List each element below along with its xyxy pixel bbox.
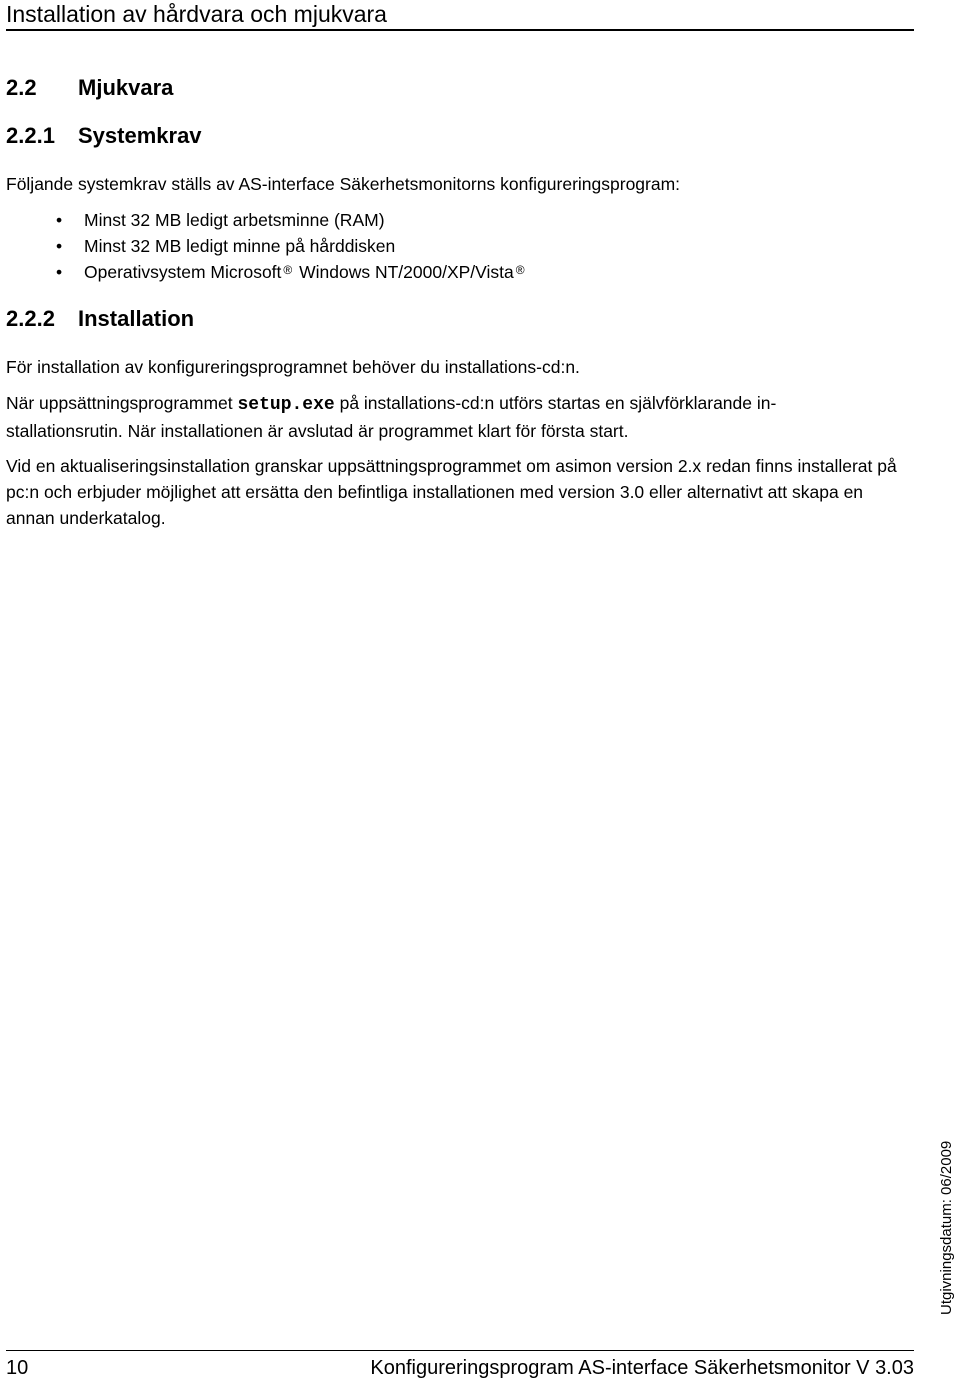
para2-text-line2: stallationsrutin. När installationen är avslutad är programmet klart för första start. xyxy=(6,421,629,441)
systemkrav-intro: Följande systemkrav ställs av AS-interface Säkerhetsmonitorns konfigureringsprogram: xyxy=(6,174,681,194)
issue-date-label: Utgivningsdatum: 06/2009 xyxy=(938,1140,955,1315)
section-title: Systemkrav xyxy=(78,123,202,148)
installation-paragraph-2 xyxy=(6,390,916,444)
section-number: 2.2.1 xyxy=(6,123,55,148)
para2-text-before: När uppsättningsprogrammet xyxy=(6,393,238,413)
registered-mark: ® xyxy=(515,263,525,277)
para2-text-after: på installations-cd:n utförs startas en självförklarande in- xyxy=(334,393,777,413)
section-title: Mjukvara xyxy=(78,75,174,100)
section-number: 2.2.2 xyxy=(6,306,55,331)
section-title: Installation xyxy=(78,306,195,331)
section-heading-systemkrav xyxy=(6,123,202,149)
requirements-list xyxy=(56,207,527,285)
setup-command: setup.exe xyxy=(237,395,335,415)
section-heading-mjukvara xyxy=(6,75,173,101)
footer-document-title: Konfigureringsprogram AS-interface Säkerhetsmonitor V 3.03 xyxy=(370,1357,914,1379)
os-suffix: Windows NT/2000/XP/Vista xyxy=(294,262,514,282)
list-item: • Minst 32 MB ledigt arbetsminne (RAM) xyxy=(56,207,527,233)
page-number: 10 xyxy=(6,1357,29,1379)
section-heading-installation xyxy=(6,306,194,332)
section-number: 2.2 xyxy=(6,75,37,100)
os-prefix: Operativsystem Microsoft xyxy=(84,262,282,282)
page-header-title: Installation av hårdvara och mjukvara xyxy=(6,1,387,27)
list-item-os xyxy=(56,259,527,285)
footer-divider xyxy=(6,1350,914,1351)
registered-mark: ® xyxy=(283,263,293,277)
installation-paragraph-3: Vid en aktualiseringsinstallation granskar uppsättningsprogrammet om asimon version 2.x redan finns installerat på pc:n och erbjuder möjlighet att ersätta den befintliga installationen med version 3.0 eller alternativt att skapa en annan underkatalog. xyxy=(6,456,897,528)
installation-paragraph-1: För installation av konfigureringsprogramnet behöver du installations-cd:n. xyxy=(6,357,580,377)
list-item: • Minst 32 MB ledigt minne på hårddisken xyxy=(56,233,527,259)
header-divider xyxy=(6,29,914,31)
